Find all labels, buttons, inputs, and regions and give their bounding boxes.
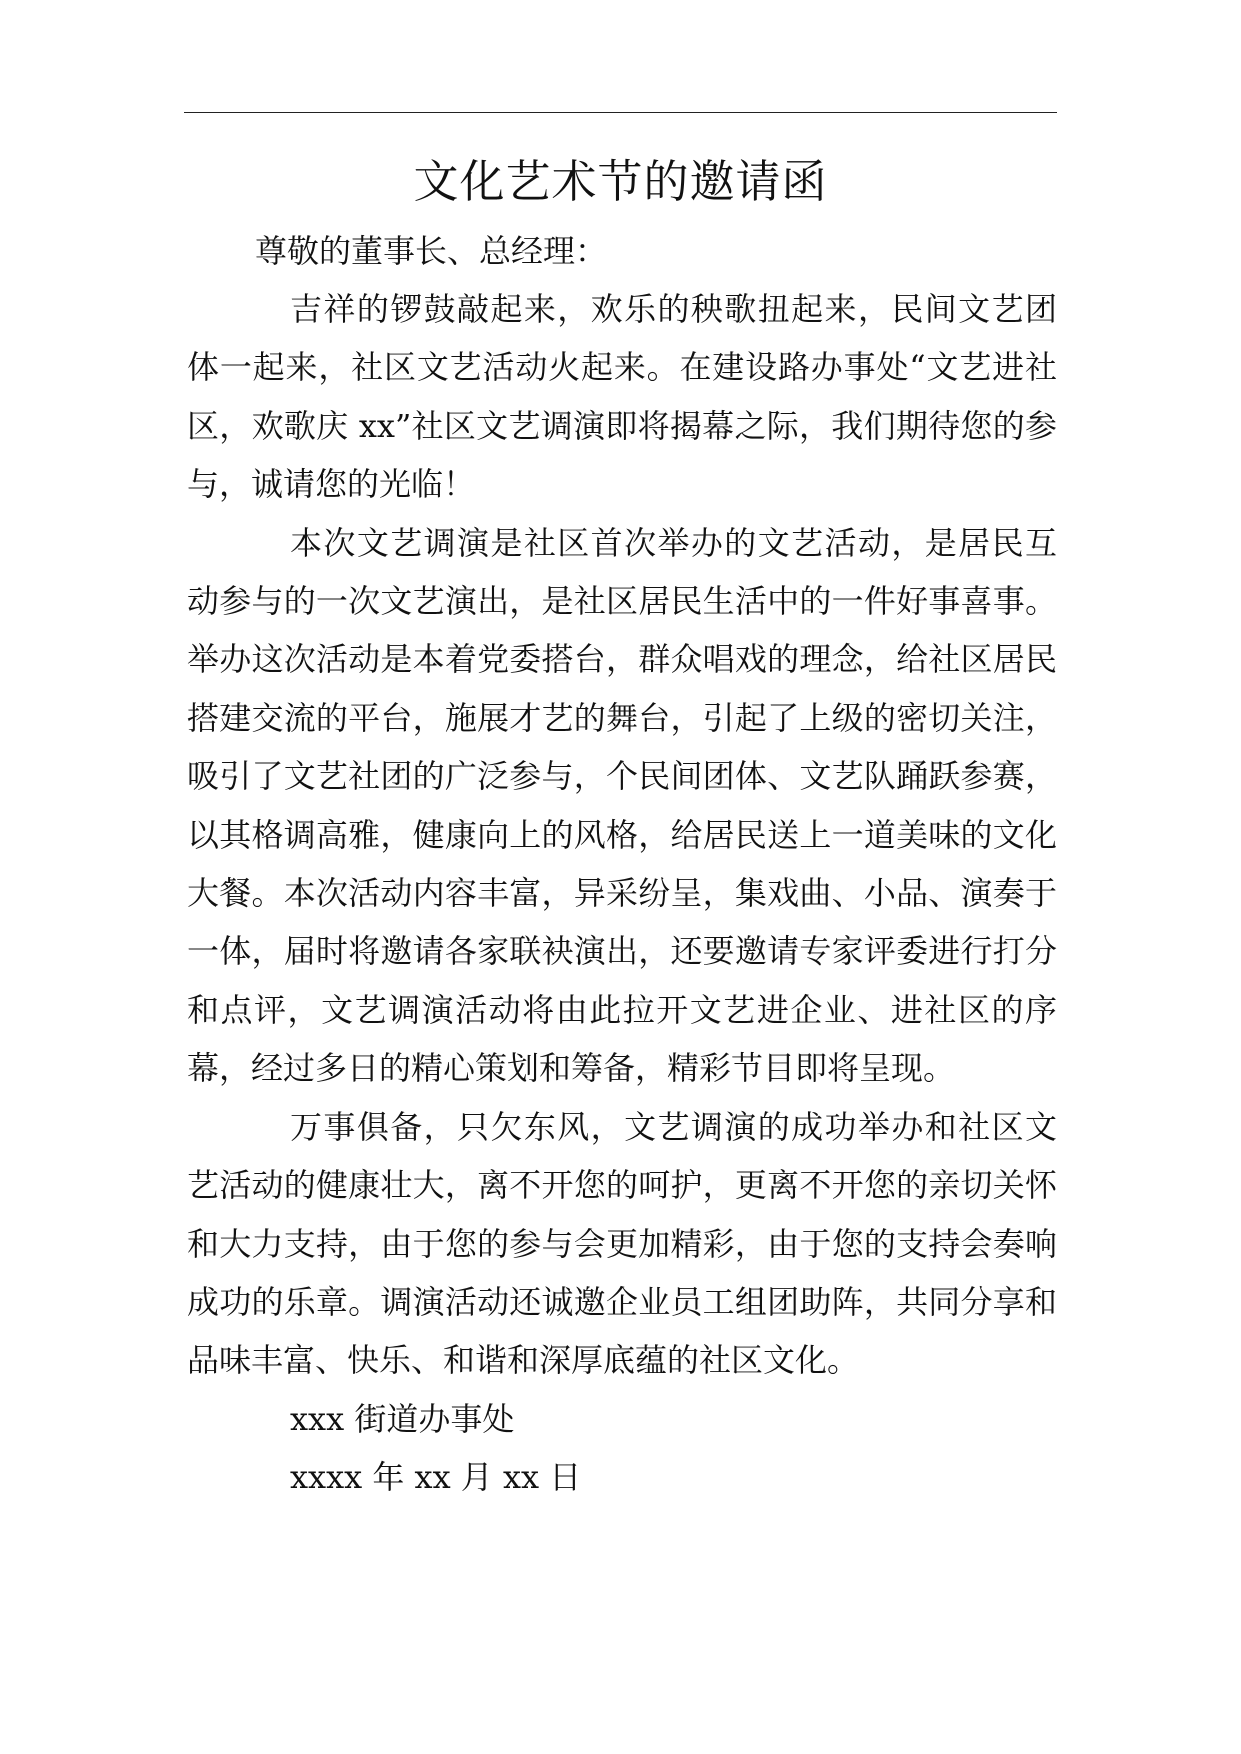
paragraph-2: 本次文艺调演是社区首次举办的文艺活动，是居民互动参与的一次文艺演出，是社区居民生活中的一件好事喜事。举办这次活动是本着党委搭台，群众唱戏的理念，给社区居民搭建交流的平台，施展才艺的舞台，引起了上级的密切关注，吸引了文艺社团的广泛参与，个民间团体、文艺队踊跃参赛，以其格调高雅，健康向上的风格，给居民送上一道美味的文化大餐。本次活动内容丰富，异采纷呈，集戏曲、小品、演奏于一体，届时将邀请各家联袂演出，还要邀请专家评委进行打分和点评，文艺调演活动将由此拉开文艺进企业、进社区的序幕，经过多日的精心策划和筹备，精彩节目即将呈现。 — [187, 523, 1057, 1088]
header-rule — [184, 112, 1057, 113]
paragraph-3: 万事俱备，只欠东风，文艺调演的成功举办和社区文艺活动的健康壮大，离不开您的呵护，更离不开您的亲切关怀和大力支持，由于您的参与会更加精彩，由于您的支持会奏响成功的乐章。调演活动还诚邀企业员工组团助阵，共同分享和品味丰富、快乐、和谐和深厚底蕴的社区文化。 — [187, 1107, 1057, 1380]
salutation: 尊敬的董事长、总经理： — [255, 232, 608, 270]
paragraph-1: 吉祥的锣鼓敲起来，欢乐的秧歌扭起来，民间文艺团体一起来，社区文艺活动火起来。在建设路办事处“文艺进社区，欢歌庆 xx”社区文艺调演即将揭幕之际，我们期待您的参与，诚请您的光临！ — [187, 290, 1057, 504]
document-body — [187, 222, 1057, 1506]
signature-date: xxxx 年 xx 月 xx 日 — [290, 1457, 582, 1496]
signature-organization: xxx 街道办事处 — [290, 1399, 515, 1438]
document-title: 文化艺术节的邀请函 — [413, 155, 828, 208]
